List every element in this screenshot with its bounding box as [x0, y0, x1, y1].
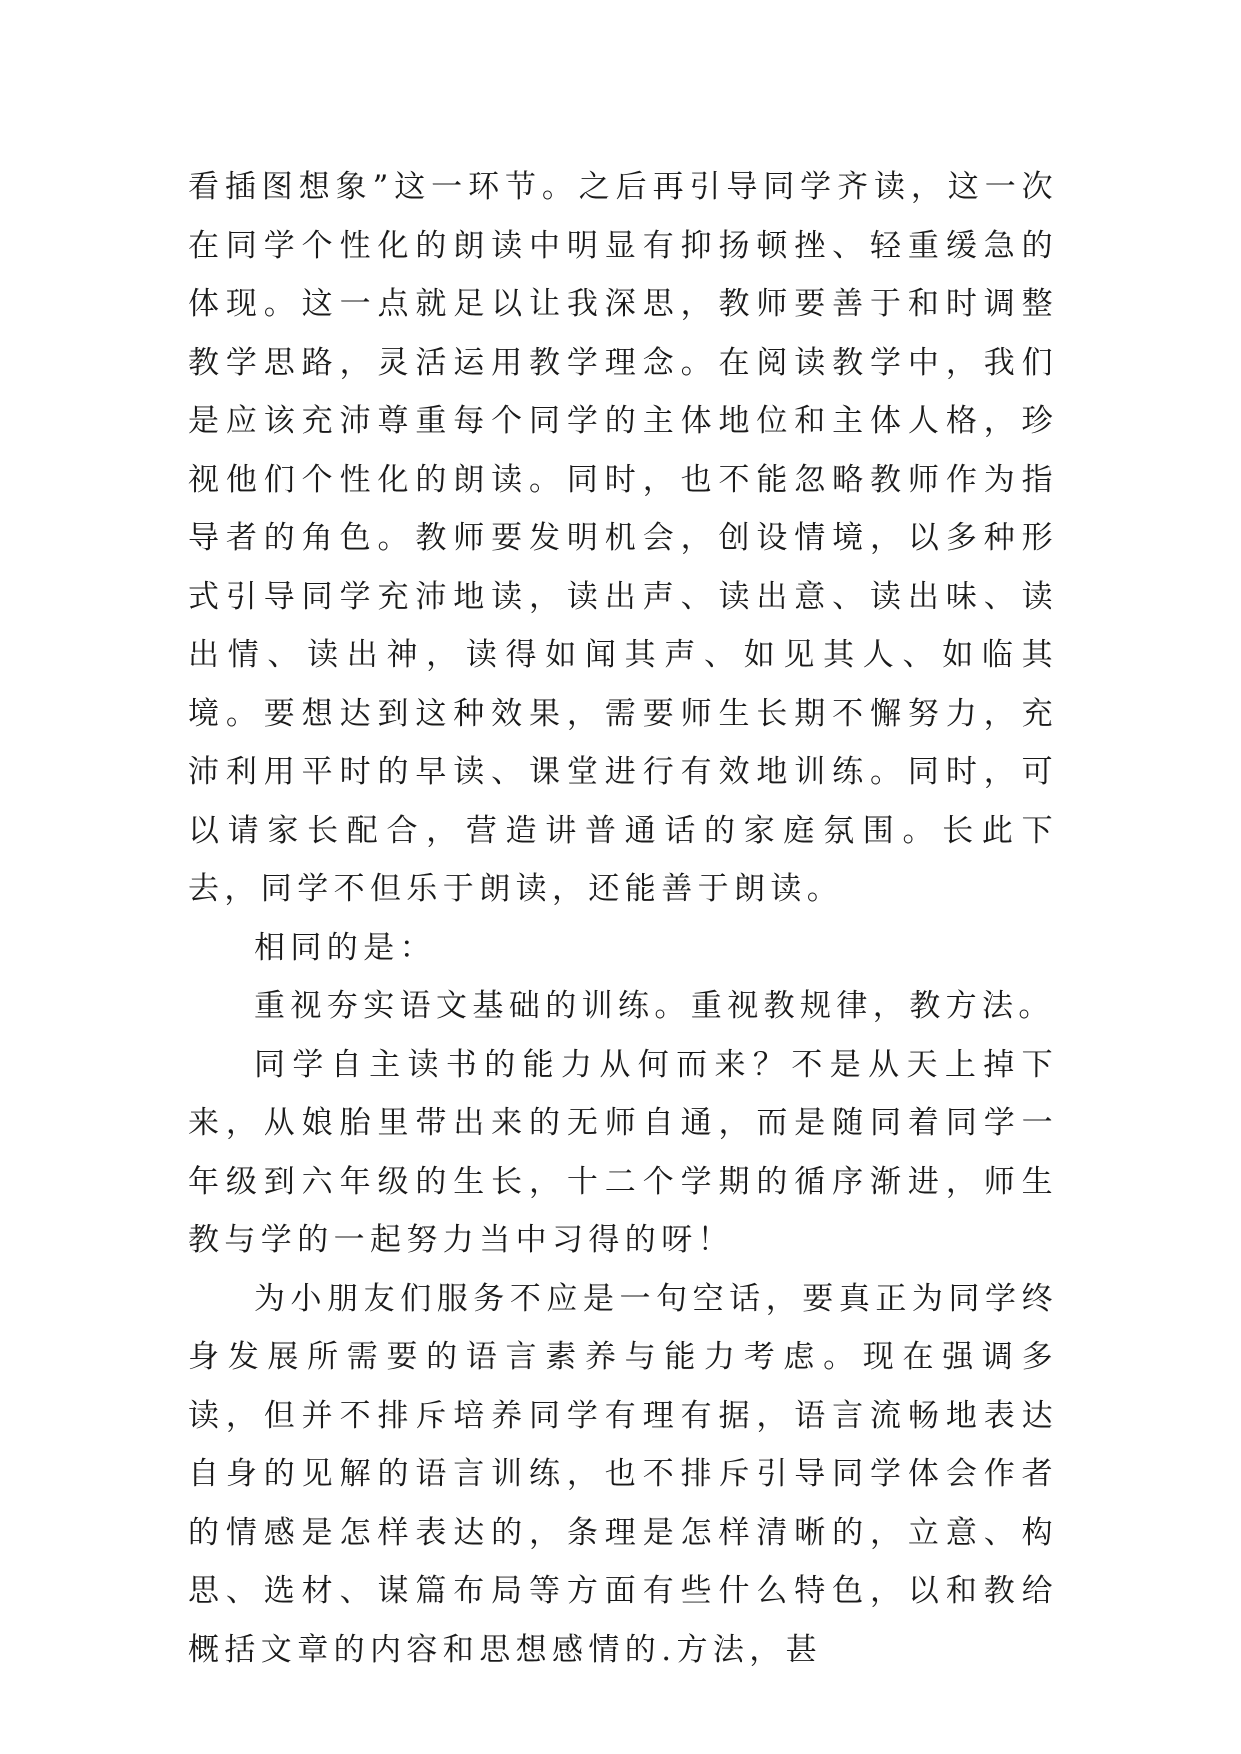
paragraph-similarities-heading: 相同的是：: [254, 929, 436, 966]
paragraph-basic-training: 重视夯实语文基础的训练。重视教规律，教方法。: [254, 988, 1055, 1024]
paragraph-continued: 看插图想象”这一环节。之后再引导同学齐读，这一次在同学个性化的朗读中明显有抑扬顿挫、轻重缓急的体现。这一点就足以让我深思，教师要善于和时调整教学思路，灵活运用教学理念。在阅读教学中，我们是应该充沛尊重每个同学的主体地位和主体人格，珍视他们个性化的朗读。同时，也不能忽略教师作为指导者的角色。教师要发明机会，创设情境，以多种形式引导同学充沛地读，读出声、读出意、读出味、读出情、读出神，读得如闻其声、如见其人、如临其境。要想达到这种效果，需要师生长期不懈努力，充沛利用平时的早读、课堂进行有效地训练。同时，可以请家长配合，营造讲普通话的家庭氛围。长此下去，同学不但乐于朗读，还能善于朗读。: [188, 169, 1058, 907]
paragraph-serving-children: 为小朋友们服务不应是一句空话，要真正为同学终身发展所需要的语言素养与能力考虑。现在强调多读，但并不排斥培养同学有理有据，语言流畅地表达自身的见解的语言训练，也不排斥引导同学体会作者的情感是怎样表达的，条理是怎样清晰的，立意、构思、选材、谋篇布局等方面有些什么特色，以和教给概括文章的内容和思想感情的.方法，甚: [188, 1280, 1058, 1668]
paragraph-self-reading-ability: 同学自主读书的能力从何而来？不是从天上掉下来，从娘胎里带出来的无师自通，而是随同着同学一年级到六年级的生长，十二个学期的循序渐进，师生教与学的一起努力当中习得的呀！: [188, 1046, 1058, 1258]
document-body: [188, 158, 1058, 1679]
